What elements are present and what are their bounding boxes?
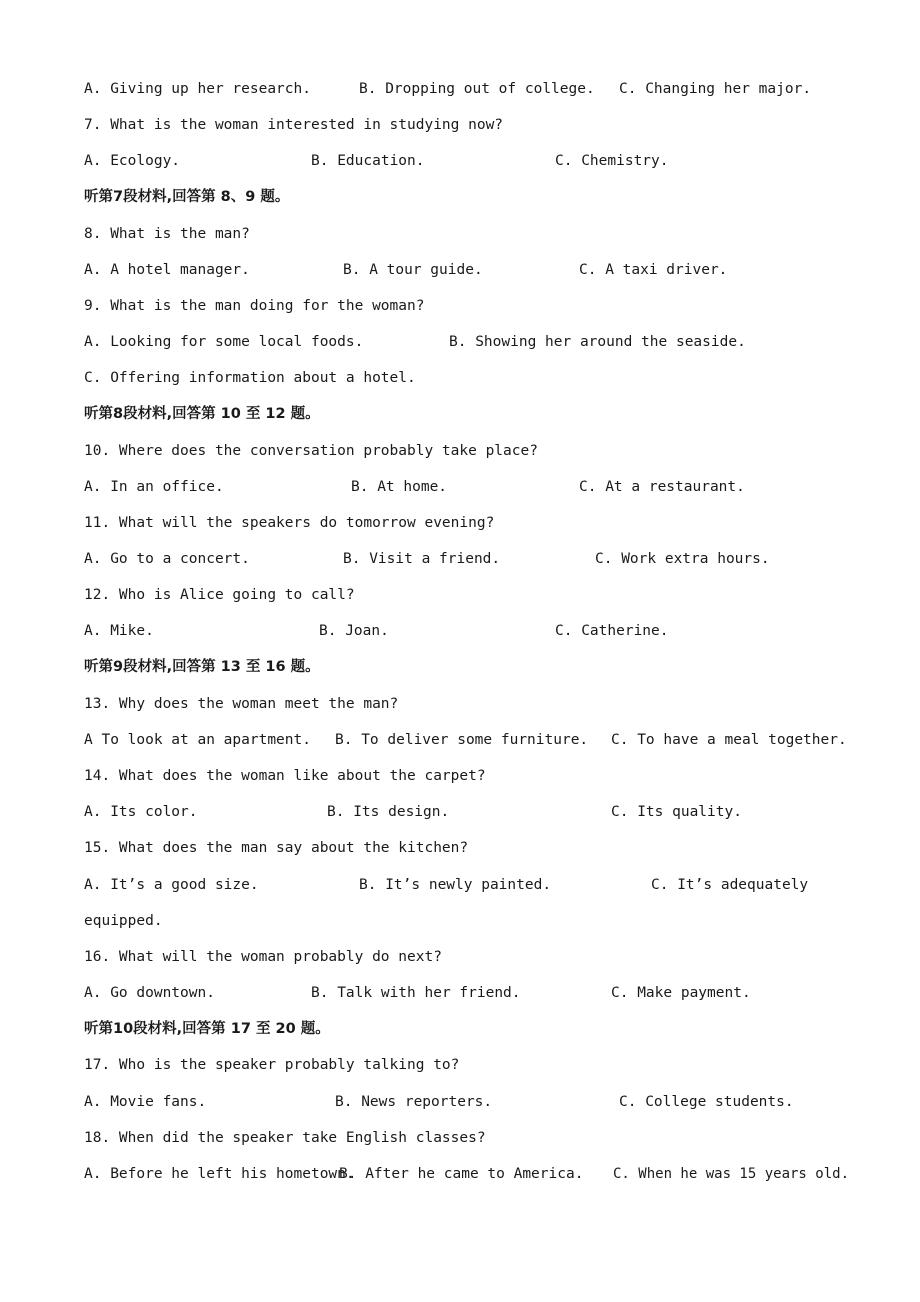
q14-option-c: C. Its quality. bbox=[611, 804, 742, 820]
q11-option-c: C. Work extra hours. bbox=[595, 551, 770, 567]
q16-option-c: C. Make payment. bbox=[611, 985, 751, 1001]
q18-option-c: C. When he was 15 years old. bbox=[613, 1166, 850, 1182]
q8-question: 8. What is the man? bbox=[84, 226, 250, 242]
q15-option-b: B. It’s newly painted. bbox=[359, 877, 552, 893]
q10-option-c: C. At a restaurant. bbox=[579, 479, 745, 495]
q7-option-a: A. Ecology. bbox=[84, 153, 181, 169]
q17-option-a: A. Movie fans. bbox=[84, 1094, 207, 1110]
q14-option-a: A. Its color. bbox=[84, 804, 198, 820]
section-heading-8: 听第8段材料,回答第 10 至 12 题。 bbox=[84, 406, 320, 422]
q13-option-c: C. To have a meal together. bbox=[611, 732, 847, 748]
q6-option-a: A. Giving up her research. bbox=[84, 81, 311, 97]
q7-question: 7. What is the woman interested in studying now? bbox=[84, 117, 504, 133]
q16-option-a: A. Go downtown. bbox=[84, 985, 215, 1001]
q11-question: 11. What will the speakers do tomorrow evening? bbox=[84, 515, 495, 531]
q10-option-b: B. At home. bbox=[351, 479, 448, 495]
q18-option-b: B. After he came to America. bbox=[339, 1166, 584, 1182]
section-heading-10: 听第10段材料,回答第 17 至 20 题。 bbox=[84, 1021, 330, 1037]
q15-question: 15. What does the man say about the kitchen? bbox=[84, 840, 469, 856]
q8-option-b: B. A tour guide. bbox=[343, 262, 483, 278]
q8-option-a: A. A hotel manager. bbox=[84, 262, 250, 278]
q12-option-a: A. Mike. bbox=[84, 623, 154, 639]
q12-option-b: B. Joan. bbox=[319, 623, 389, 639]
q7-option-b: B. Education. bbox=[311, 153, 425, 169]
section-heading-9: 听第9段材料,回答第 13 至 16 题。 bbox=[84, 659, 320, 675]
section-heading-7: 听第7段材料,回答第 8、9 题。 bbox=[84, 189, 290, 205]
q16-question: 16. What will the woman probably do next? bbox=[84, 949, 442, 965]
q10-question: 10. Where does the conversation probably take place? bbox=[84, 443, 538, 459]
q11-option-a: A. Go to a concert. bbox=[84, 551, 250, 567]
q18-question: 18. When did the speaker take English classes? bbox=[84, 1130, 486, 1146]
q18-option-a: A. Before he left his hometown. bbox=[84, 1166, 355, 1182]
q6-option-b: B. Dropping out of college. bbox=[359, 81, 595, 97]
q13-option-a: A To look at an apartment. bbox=[84, 732, 311, 748]
q8-option-c: C. A taxi driver. bbox=[579, 262, 728, 278]
q9-option-c: C. Offering information about a hotel. bbox=[84, 370, 416, 386]
q15-option-a: A. It’s a good size. bbox=[84, 877, 259, 893]
q16-option-b: B. Talk with her friend. bbox=[311, 985, 521, 1001]
q17-option-b: B. News reporters. bbox=[335, 1094, 493, 1110]
q7-option-c: C. Chemistry. bbox=[555, 153, 669, 169]
q13-question: 13. Why does the woman meet the man? bbox=[84, 696, 399, 712]
q17-question: 17. Who is the speaker probably talking to? bbox=[84, 1057, 460, 1073]
q14-option-b: B. Its design. bbox=[327, 804, 450, 820]
q13-option-b: B. To deliver some furniture. bbox=[335, 732, 589, 748]
q17-option-c: C. College students. bbox=[619, 1094, 794, 1110]
q14-question: 14. What does the woman like about the carpet? bbox=[84, 768, 486, 784]
q10-option-a: A. In an office. bbox=[84, 479, 224, 495]
q6-option-c: C. Changing her major. bbox=[619, 81, 812, 97]
q11-option-b: B. Visit a friend. bbox=[343, 551, 501, 567]
q15-option-c: C. It’s adequately bbox=[651, 877, 809, 893]
q12-option-c: C. Catherine. bbox=[555, 623, 669, 639]
q9-option-b: B. Showing her around the seaside. bbox=[449, 334, 746, 350]
q9-question: 9. What is the man doing for the woman? bbox=[84, 298, 425, 314]
q15-option-c-continued: equipped. bbox=[84, 913, 163, 929]
q9-option-a: A. Looking for some local foods. bbox=[84, 334, 364, 350]
q12-question: 12. Who is Alice going to call? bbox=[84, 587, 355, 603]
